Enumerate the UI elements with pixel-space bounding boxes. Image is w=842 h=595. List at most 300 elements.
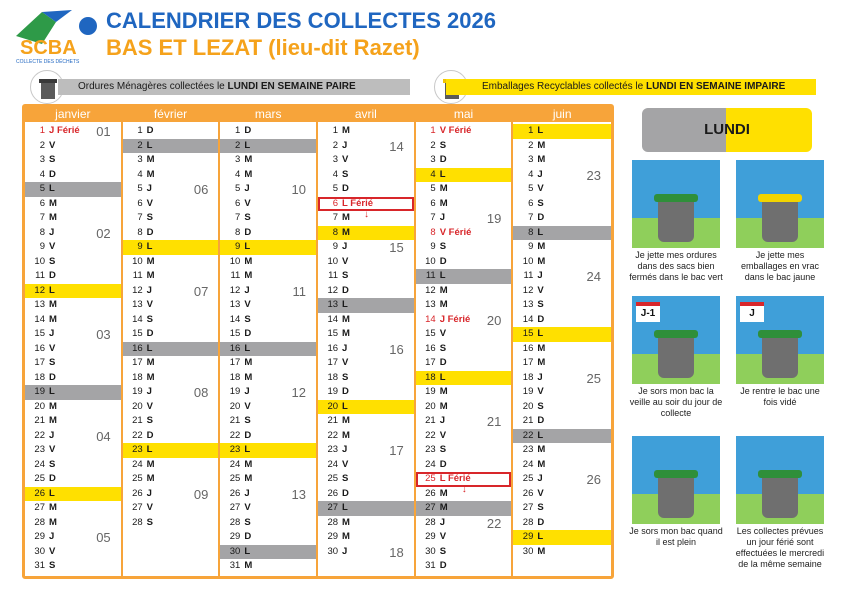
day-number: 3 <box>528 154 534 165</box>
day-number: 24 <box>34 458 45 470</box>
weekday-letter: D <box>439 255 447 267</box>
page-subtitle: BAS ET LEZAT (lieu-dit Razet) <box>106 35 420 60</box>
weekday-letter: J <box>146 487 152 499</box>
day-number: 21 <box>34 415 45 426</box>
day-number: 25 <box>425 473 436 484</box>
weekday-letter: M <box>439 487 448 499</box>
day-row <box>25 153 121 168</box>
day-number: 15 <box>132 328 143 339</box>
day-letter <box>342 530 350 545</box>
weekday-letter: J <box>537 270 543 281</box>
day-letter <box>49 429 54 444</box>
weekday-letter: D <box>244 328 252 339</box>
day-row <box>25 139 121 154</box>
weekday-letter: M <box>439 502 448 513</box>
day-number: 27 <box>327 502 339 513</box>
day-letter <box>49 124 80 139</box>
day-letter <box>537 182 543 197</box>
day-row <box>416 124 512 139</box>
day-number: 24 <box>327 458 339 470</box>
day-row <box>220 226 316 241</box>
day-number: 4 <box>430 168 436 180</box>
weekday-letter: M <box>537 154 546 165</box>
day-letter <box>244 313 250 328</box>
weekday-letter: L <box>537 531 544 542</box>
day-letter <box>342 342 347 357</box>
day-row <box>25 226 121 241</box>
day-letter <box>49 197 57 212</box>
day-number: 22 <box>132 429 143 441</box>
day-number: 27 <box>132 502 143 513</box>
day-letter <box>440 530 446 545</box>
weekday-letter: D <box>146 328 154 339</box>
weekday-letter: D <box>146 429 154 441</box>
calendar-tag-icon: J <box>740 302 764 322</box>
bin-icon <box>658 336 694 378</box>
day-row <box>220 545 316 560</box>
logo-subtext: COLLECTE DES DÉCHETS <box>16 59 80 64</box>
day-letter <box>244 226 251 241</box>
day-number: 30 <box>425 545 436 557</box>
day-row <box>318 124 414 139</box>
day-number: 23 <box>327 444 339 455</box>
day-letter <box>342 153 348 168</box>
day-row <box>25 124 121 139</box>
day-row <box>25 516 121 531</box>
day-number: 27 <box>425 502 436 513</box>
day-row <box>513 400 611 415</box>
scba-logo <box>12 6 108 64</box>
weekday-letter: L <box>439 473 446 484</box>
day-letter <box>49 487 55 502</box>
weekday-letter: V <box>146 197 154 209</box>
day-row <box>123 153 219 168</box>
day-number: 28 <box>522 516 534 528</box>
day-letter <box>537 414 544 429</box>
weekday-letter: D <box>244 125 252 136</box>
day-letter <box>342 385 349 400</box>
day-number: 26 <box>425 487 436 499</box>
day-letter <box>49 211 57 226</box>
day-letter <box>342 458 348 473</box>
day-number: 2 <box>430 139 436 151</box>
day-letter <box>440 269 446 284</box>
week-number: 14 <box>389 138 404 154</box>
day-number: 21 <box>425 415 436 426</box>
week-number: 02 <box>96 225 111 241</box>
weekday-letter: M <box>342 226 350 238</box>
weekday-letter: L <box>342 502 348 513</box>
day-letter <box>147 501 153 516</box>
day-row <box>123 385 219 400</box>
day-letter <box>49 269 56 284</box>
day-number: 5 <box>528 183 534 194</box>
day-letter <box>147 487 152 502</box>
day-number: 18 <box>327 371 339 383</box>
day-number: 14 <box>34 313 45 325</box>
day-number: 6 <box>137 197 143 209</box>
day-number: 8 <box>528 226 534 238</box>
day-letter <box>440 211 445 226</box>
day-number: 5 <box>332 183 339 194</box>
day-row <box>123 182 219 197</box>
week-number: 24 <box>586 269 602 284</box>
day-letter <box>147 197 153 212</box>
day-row <box>318 458 414 473</box>
day-row <box>318 516 414 531</box>
weekday-letter: S <box>439 444 447 455</box>
week-number: 13 <box>291 486 307 502</box>
day-row <box>318 269 414 284</box>
day-letter <box>49 182 55 197</box>
day-letter <box>440 342 446 357</box>
weekday-letter: M <box>537 357 546 368</box>
day-number: 21 <box>522 415 534 426</box>
day-letter <box>49 313 57 328</box>
day-letter <box>440 226 472 241</box>
day-row <box>123 269 219 284</box>
day-row <box>25 458 121 473</box>
day-number: 2 <box>39 139 45 151</box>
day-number: 19 <box>229 386 241 397</box>
day-row <box>416 443 512 458</box>
day-letter <box>440 298 448 313</box>
day-number: 2 <box>137 139 143 151</box>
day-number: 4 <box>332 168 339 180</box>
weekday-letter: M <box>439 386 448 397</box>
day-row <box>318 356 414 371</box>
weekday-letter: J <box>342 139 348 151</box>
day-row <box>220 501 316 516</box>
day-number: 24 <box>425 458 436 470</box>
day-letter <box>49 284 55 299</box>
day-row <box>25 197 121 212</box>
day-number: 10 <box>425 255 436 267</box>
day-letter <box>244 545 250 560</box>
weekday-letter: M <box>244 371 253 383</box>
day-letter <box>244 501 250 516</box>
day-number: 4 <box>137 168 143 180</box>
day-number: 12 <box>229 284 241 296</box>
weekday-letter: L <box>146 139 153 151</box>
month-column <box>25 107 123 576</box>
weekday-letter: M <box>244 357 253 368</box>
day-row <box>416 153 512 168</box>
day-letter <box>342 472 348 487</box>
weekday-letter: L <box>439 168 446 180</box>
week-number: 10 <box>291 182 307 197</box>
weekday-letter: M <box>342 516 350 528</box>
day-number: 15 <box>229 328 241 339</box>
day-row <box>318 226 414 241</box>
day-row <box>318 342 414 357</box>
weekday-letter: M <box>342 313 350 325</box>
day-number: 3 <box>235 154 241 165</box>
shift-arrow-icon: ↓ <box>364 208 370 220</box>
weekday-letter: S <box>537 299 544 310</box>
day-row <box>123 414 219 429</box>
day-row <box>318 168 414 183</box>
day-number: 10 <box>229 255 241 267</box>
day-letter <box>244 139 250 154</box>
day-letter <box>537 124 543 139</box>
weekday-letter: V <box>342 357 349 368</box>
day-number: 15 <box>425 328 436 339</box>
day-row <box>513 240 611 255</box>
day-row <box>513 501 611 516</box>
weekday-letter: M <box>49 415 57 426</box>
day-letter <box>440 429 446 444</box>
month-header: février <box>123 107 219 122</box>
day-row <box>416 240 512 255</box>
day-letter <box>537 400 543 415</box>
day-number: 28 <box>229 516 241 528</box>
day-row <box>220 487 316 502</box>
day-number: 1 <box>528 125 534 136</box>
day-number: 2 <box>332 139 339 151</box>
day-number: 23 <box>132 444 143 455</box>
day-number: 1 <box>39 125 45 136</box>
day-letter <box>49 356 55 371</box>
day-number: 12 <box>522 284 534 296</box>
day-number: 9 <box>235 241 241 252</box>
day-number: 4 <box>39 168 45 180</box>
day-number: 26 <box>34 487 45 499</box>
day-number: 6 <box>39 197 45 209</box>
day-letter <box>440 501 448 516</box>
day-row <box>416 298 512 313</box>
day-number: 8 <box>39 226 45 238</box>
day-letter <box>244 182 249 197</box>
day-row <box>318 545 414 560</box>
weekday-letter: D <box>146 125 154 136</box>
day-letter <box>342 487 349 502</box>
day-letter <box>342 269 348 284</box>
day-row <box>123 284 219 299</box>
day-number: 16 <box>425 342 436 354</box>
day-letter <box>440 284 448 299</box>
day-letter <box>537 429 543 444</box>
weekday-letter: M <box>146 371 155 383</box>
month-column <box>123 107 221 576</box>
weekday-letter: M <box>439 299 448 310</box>
day-letter <box>440 197 448 212</box>
day-row <box>220 197 316 212</box>
day-number: 1 <box>235 125 241 136</box>
day-number: 8 <box>137 226 143 238</box>
weekday-letter: M <box>49 299 57 310</box>
er-legend-text: Emballages Recyclables collectés le <box>482 81 646 92</box>
day-row <box>220 240 316 255</box>
day-row <box>416 414 512 429</box>
day-row <box>416 516 512 531</box>
day-number: 31 <box>425 560 436 571</box>
bin-icon <box>658 476 694 518</box>
day-row <box>513 356 611 371</box>
day-number: 7 <box>528 212 534 223</box>
week-number: 05 <box>96 530 111 545</box>
day-row <box>25 298 121 313</box>
day-number: 18 <box>425 371 436 383</box>
day-row <box>123 313 219 328</box>
day-row <box>25 530 121 545</box>
day-row <box>318 139 414 154</box>
day-letter <box>537 226 543 241</box>
om-legend <box>58 79 410 95</box>
weekday-letter: L <box>49 183 55 194</box>
day-number: 15 <box>522 328 534 339</box>
day-number: 6 <box>528 197 534 209</box>
weekday-letter: M <box>537 458 546 470</box>
collection-day-label: LUNDI <box>704 121 750 138</box>
day-row <box>123 240 219 255</box>
day-number: 1 <box>137 125 143 136</box>
day-letter <box>244 255 252 270</box>
day-row <box>220 284 316 299</box>
day-number: 26 <box>132 487 143 499</box>
day-row <box>416 356 512 371</box>
day-number: 11 <box>132 270 143 281</box>
day-letter <box>537 298 543 313</box>
day-row <box>25 342 121 357</box>
day-number: 10 <box>34 255 45 267</box>
day-number: 30 <box>522 545 534 557</box>
day-row <box>25 400 121 415</box>
week-number: 22 <box>486 515 502 531</box>
day-number: 9 <box>39 241 45 252</box>
weekday-letter: M <box>146 255 155 267</box>
weekday-letter: J <box>439 313 445 325</box>
day-letter <box>147 429 154 444</box>
weekday-letter: M <box>49 502 57 513</box>
day-number: 29 <box>522 531 534 542</box>
holiday-note: Férié <box>448 125 472 136</box>
day-letter <box>440 255 447 270</box>
day-row <box>416 429 512 444</box>
day-letter <box>49 414 57 429</box>
month-column <box>416 107 514 576</box>
day-row <box>318 400 414 415</box>
day-row <box>513 516 611 531</box>
instruction-caption: Je rentre le bac une fois vidé <box>740 386 820 407</box>
day-letter <box>440 487 448 502</box>
day-letter <box>147 327 154 342</box>
day-row <box>513 443 611 458</box>
weekday-letter: S <box>439 241 447 252</box>
day-letter <box>440 153 447 168</box>
weekday-letter: J <box>146 386 152 397</box>
day-letter <box>342 443 347 458</box>
weekday-letter: L <box>146 444 153 455</box>
day-letter <box>147 168 155 183</box>
weekday-letter: L <box>342 299 348 310</box>
day-number: 22 <box>425 429 436 441</box>
logo-text: SCBA <box>20 37 77 59</box>
weekday-letter: D <box>49 371 56 383</box>
weekday-letter: V <box>537 386 544 397</box>
day-row <box>318 371 414 386</box>
weekday-letter: S <box>537 197 544 209</box>
weekday-letter: L <box>244 139 251 151</box>
day-row <box>416 385 512 400</box>
day-row <box>513 124 611 139</box>
day-number: 18 <box>522 371 534 383</box>
weekday-letter: M <box>244 154 253 165</box>
day-row <box>123 124 219 139</box>
day-row <box>318 443 414 458</box>
weekday-letter: J <box>49 125 55 136</box>
instruction-caption: Je jette mes emballages en vrac dans le bac jaune <box>740 250 820 282</box>
weekday-letter: M <box>537 545 546 557</box>
day-row <box>123 211 219 226</box>
day-row <box>318 327 414 342</box>
weekday-letter: S <box>146 415 154 426</box>
day-row <box>220 559 316 574</box>
day-letter <box>49 255 55 270</box>
day-letter <box>147 385 152 400</box>
day-number: 3 <box>430 154 436 165</box>
day-letter <box>147 371 155 386</box>
month-header: avril <box>318 107 414 122</box>
day-row <box>416 168 512 183</box>
day-letter <box>49 458 55 473</box>
weekday-letter: V <box>244 400 251 412</box>
weekday-letter: D <box>146 226 154 238</box>
day-number: 10 <box>132 255 143 267</box>
weekday-letter: L <box>537 226 544 238</box>
week-number: 17 <box>389 443 404 458</box>
day-number: 16 <box>132 342 143 354</box>
day-row <box>220 313 316 328</box>
day-number: 24 <box>132 458 143 470</box>
weekday-letter: M <box>439 400 448 412</box>
day-row <box>123 255 219 270</box>
month-header: mai <box>416 107 512 122</box>
day-row <box>416 400 512 415</box>
instruction-illustration <box>736 160 824 248</box>
day-letter <box>342 327 350 342</box>
day-row <box>25 255 121 270</box>
day-letter <box>49 559 55 574</box>
weekday-letter: V <box>244 502 251 513</box>
week-number: 07 <box>193 283 209 299</box>
day-letter <box>537 501 543 516</box>
day-number: 9 <box>430 241 436 252</box>
day-number: 8 <box>332 226 339 238</box>
day-number: 11 <box>523 270 534 281</box>
day-letter <box>49 168 56 183</box>
weekday-letter: M <box>49 197 57 209</box>
day-row <box>123 226 219 241</box>
weekday-letter: J <box>537 473 543 484</box>
day-row <box>513 255 611 270</box>
weekday-letter: S <box>342 168 349 180</box>
day-row <box>513 545 611 560</box>
day-number: 1 <box>430 125 436 136</box>
weekday-letter: L <box>244 241 251 252</box>
day-number: 7 <box>332 212 339 223</box>
bin-lid-icon <box>758 194 802 202</box>
weekday-letter: J <box>49 226 55 238</box>
weekday-letter: D <box>537 313 545 325</box>
weekday-letter: L <box>342 400 348 412</box>
day-letter <box>537 139 545 154</box>
day-letter <box>147 472 155 487</box>
weekday-letter: D <box>244 226 252 238</box>
day-number: 21 <box>132 415 143 426</box>
weekday-letter: D <box>244 531 252 542</box>
weekday-letter: M <box>537 241 546 252</box>
